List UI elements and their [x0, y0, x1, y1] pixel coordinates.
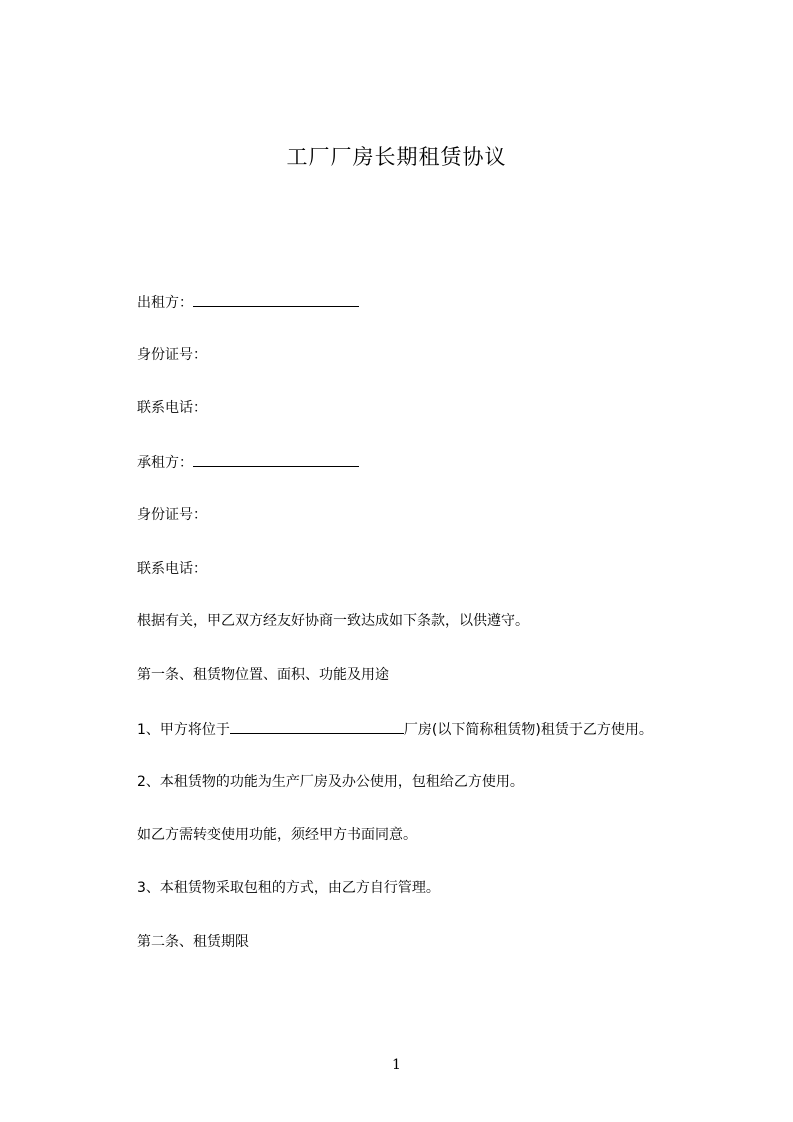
lessee-blank[interactable] — [193, 452, 359, 467]
clause2-line: 2、本租赁物的功能为生产厂房及办公使用，包租给乙方使用。 — [137, 774, 524, 790]
intro-paragraph: 根据有关，甲乙双方经友好协商一致达成如下条款，以供遵守。 — [137, 613, 529, 629]
article2-heading: 第二条、租赁期限 — [137, 934, 249, 950]
clause2-note-line: 如乙方需转变使用功能，须经甲方书面同意。 — [137, 827, 417, 843]
lessor-id-label: 身份证号： — [137, 347, 207, 363]
lessee-line — [137, 452, 359, 473]
lessee-phone-line — [137, 559, 207, 579]
lessee-label: 承租方： — [137, 455, 193, 471]
lessor-phone-label: 联系电话： — [137, 400, 207, 416]
lessor-blank[interactable] — [193, 292, 359, 307]
lessee-id-line — [137, 505, 207, 525]
clause1-line — [137, 719, 653, 740]
lessor-id-line — [137, 345, 207, 365]
clause1-suffix: 厂房(以下简称租赁物)租赁于乙方使用。 — [403, 722, 653, 738]
lessee-phone-label: 联系电话： — [137, 561, 207, 577]
article1-heading: 第一条、租赁物位置、面积、功能及用途 — [137, 667, 389, 683]
lessor-phone-line — [137, 398, 207, 418]
document-title: 工厂厂房长期租赁协议 — [286, 145, 507, 169]
clause3-line: 3、本租赁物采取包租的方式，由乙方自行管理。 — [137, 880, 440, 896]
clause1-prefix: 1、甲方将位于 — [137, 722, 230, 738]
location-blank[interactable] — [230, 719, 404, 734]
lessee-id-label: 身份证号： — [137, 507, 207, 523]
page-number: 1 — [392, 1057, 401, 1073]
lessor-line — [137, 292, 359, 313]
lessor-label: 出租方： — [137, 295, 193, 311]
